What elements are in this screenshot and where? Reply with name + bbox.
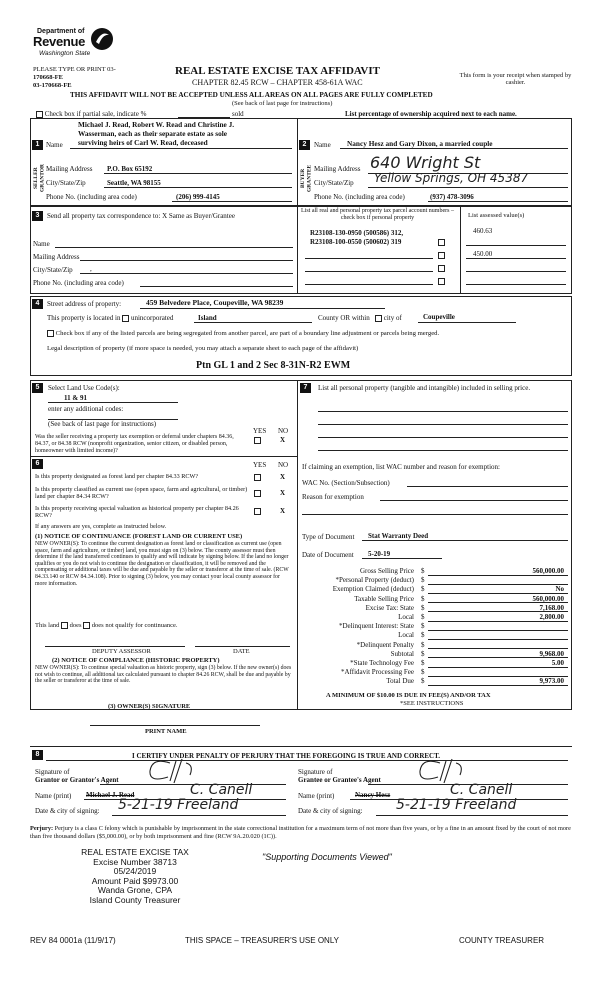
dollar-sign: $	[421, 649, 425, 658]
warning-line: THIS AFFIDAVIT WILL NOT BE ACCEPTED UNLESS ALL AREAS ON ALL PAGES ARE FULLY COMPLETED	[70, 91, 433, 99]
tax-row-value[interactable]: 7,168.00	[539, 603, 564, 612]
notice1-body: NEW OWNER(S): To continue the current designation as forest land or classification as current use (open space, farm and agriculture, or timber) land, you must sign on (3) below. The county assessor must then determine if the land transferred continues to qualify and will indicate by signing below. If the land no longer qualifies or you do not wish to continue the designation or classification, it will be removed and the compensating or additional taxes will be due and payable by the seller or transferor at the time of sale. (RCW 84.33.140 or RCW 84.34.108). Prior to signing (3) below, you may contact your local county assessor for more information.	[35, 541, 289, 587]
dollar-sign: $	[421, 576, 425, 585]
treasurer-stamp	[70, 848, 200, 905]
buyer-phone[interactable]: (937) 478-3096	[430, 193, 474, 201]
deputy-assessor: DEPUTY ASSESSOR	[92, 648, 151, 655]
dollar-sign: $	[421, 567, 425, 575]
s6-q1-yes-checkbox[interactable]	[254, 474, 261, 481]
additional-codes-label: enter any additional codes:	[48, 405, 124, 413]
buyer-name-label: Name	[314, 141, 331, 149]
section-5-marker: 5	[32, 383, 43, 393]
legal-description[interactable]: Ptn GL 1 and 2 Sec 8-31N-R2 EWM	[196, 360, 351, 371]
this-land-row	[35, 622, 178, 629]
notice1-title: (1) NOTICE OF CONTINUANCE (FOREST LAND OR CURRENT USE)	[35, 533, 243, 540]
land-use-label: Select Land Use Code(s):	[48, 384, 120, 392]
doc-number-2: 03-170668-FE	[33, 82, 72, 89]
tax-row-value[interactable]: 2,800.00	[539, 613, 564, 621]
tax-row-label: Excise Tax: State	[365, 603, 414, 612]
section-3-label: Send all property tax correspondence to: X Same as Buyer/Grantee	[47, 212, 235, 220]
treasurer-use-only: THIS SPACE – TREASURER'S USE ONLY	[185, 936, 340, 945]
seller-city-label: City/State/Zip	[46, 179, 86, 187]
receipt-note: This form is your receipt when stamped by cashier.	[459, 72, 572, 87]
city-of-label: city of	[383, 314, 402, 322]
assessed-1[interactable]: 460.63	[473, 227, 493, 235]
assessed-header: List assessed value(s)	[468, 212, 525, 219]
s3-name-label: Name	[33, 240, 50, 248]
form-number: REV 84 0001a (11/9/17)	[30, 936, 116, 945]
s6-if-yes: If any answers are yes, complete as instructed below.	[35, 523, 167, 530]
section-6-marker: 6	[32, 459, 43, 469]
unincorporated-label: unincorporated	[130, 314, 174, 322]
s5-q1: Was the seller receiving a property tax exemption or deferral under chapters 84.36, 84.37, or 84.38 RCW (nonprofit organization, senior citizen, or disabled person, homeowner with limited income)?	[35, 434, 234, 454]
doc-number-1: 170668-FE	[33, 74, 63, 81]
section-7-marker: 7	[300, 383, 311, 393]
deputy-date: DATE	[233, 648, 250, 655]
s5-yes: YES	[253, 427, 267, 435]
dollar-sign: $	[421, 640, 425, 649]
parcel-checkbox-2[interactable]	[438, 252, 445, 259]
tax-row-value[interactable]: No	[555, 585, 564, 594]
print-name-label: PRINT NAME	[145, 728, 187, 735]
section-1-marker: 1	[32, 140, 43, 150]
grantee-date-label: Date & city of signing:	[298, 807, 363, 815]
parcel-header: List all real and personal property tax parcel account numbers – check box if personal property	[301, 208, 454, 221]
buyer-name[interactable]: Nancy Hesz and Gary Dixon, a married couple	[347, 139, 493, 148]
doc-type-label: Type of Document	[302, 533, 355, 541]
tax-row-value[interactable]: 560,000.00	[532, 594, 564, 603]
perjury-label: Perjury:	[30, 825, 54, 832]
perjury-text: Perjury is a class C felony which is punishable by imprisonment in the state correctional institution for a maximum term of not more than five years, or by a fine in an amount fixed by the court of not more than five thousand dollars ($5,000.00), or by both imprisonment and fine (RCW 9A.20.020 (1C)).	[30, 825, 571, 840]
tax-row-label: Total Due	[386, 677, 414, 686]
dollar-sign: $	[421, 668, 425, 677]
tax-row-value[interactable]: 5.00	[551, 659, 564, 667]
s3-city-label: City/State/Zip	[33, 266, 73, 274]
buyer-mailing-handwritten[interactable]: 640 Wright St	[370, 153, 481, 172]
stamp-line1: REAL ESTATE EXCISE TAX	[81, 847, 189, 857]
s6-q3-no-x[interactable]: X	[280, 507, 286, 515]
section-4-marker: 4	[32, 299, 43, 309]
buyer-mailing-label: Mailing Address	[314, 165, 361, 173]
dept-line1: Department of	[37, 28, 85, 35]
dollar-sign: $	[421, 631, 425, 640]
tax-row-label: *Delinquent Interest: State	[338, 622, 414, 631]
grantee-sig-of: Signature of	[298, 768, 333, 776]
tax-row-label: *Delinquent Penalty	[356, 640, 414, 649]
s5-no: NO	[278, 427, 289, 435]
tax-row-label: Taxable Selling Price	[354, 594, 414, 603]
stamp-line3: 05/24/2019	[113, 866, 157, 877]
tax-row-value[interactable]: 9,973.00	[539, 677, 564, 686]
legal-label: Legal description of property (if more space is needed, you may attach a separate sheet to each page of the affidavit)	[47, 345, 359, 352]
city-of-value[interactable]: Coupeville	[423, 313, 455, 321]
section-3-marker: 3	[32, 211, 43, 221]
seller-phone[interactable]: (206) 999-4145	[176, 193, 220, 201]
s6-no: NO	[278, 461, 289, 469]
county-value[interactable]: Island	[198, 314, 217, 322]
seller-name-line3: surviving heirs of Carl W. Read, deceased	[78, 138, 208, 147]
buyer-city-handwritten[interactable]: Yellow Springs, OH 45387	[374, 171, 529, 185]
grantor-agent-label: Grantor or Grantor's Agent	[35, 776, 119, 784]
unincorporated-checkbox[interactable]	[122, 315, 129, 322]
seller-side-label: SELLER GRANTOR	[33, 164, 46, 193]
personal-property-label: List all personal property (tangible and intangible) included in selling price.	[318, 384, 531, 392]
s3-phone-label: Phone No. (including area code)	[33, 279, 124, 287]
notice2-title: (2) NOTICE OF COMPLIANCE (HISTORIC PROPERTY)	[52, 657, 220, 664]
minimum-note: A MINIMUM OF $10.00 IS DUE IN FEE(S) AND/OR TAX	[326, 692, 491, 699]
s3-mailing-label: Mailing Address	[33, 253, 80, 261]
dollar-sign: $	[421, 677, 425, 686]
s6-q2: Is this property classified as current use (open space, farm and agricultural, or timber) land per chapter 84.34 RCW?	[35, 486, 248, 501]
parcel-checkbox-3[interactable]	[438, 265, 445, 272]
section-2-marker: 2	[299, 140, 310, 150]
wac-label: WAC No. (Section/Subsection)	[302, 479, 390, 487]
dollar-sign: $	[421, 603, 425, 612]
parcel-1[interactable]: R23108-130-0950 (500586) 312,	[310, 229, 404, 237]
form-title: REAL ESTATE EXCISE TAX AFFIDAVIT	[175, 65, 380, 77]
tax-row-label: Local	[398, 613, 414, 621]
buyer-phone-label: Phone No. (including area code)	[314, 193, 405, 201]
grantee-date-handwritten[interactable]: 5-21-19 Freeland	[396, 797, 517, 813]
doc-date-label: Date of Document	[302, 551, 354, 559]
land-use-value[interactable]: 11 & 91	[64, 394, 87, 402]
located-label: This property is located in	[47, 314, 121, 322]
parcel-checkbox-1[interactable]	[438, 239, 445, 246]
parcel-checkbox-4[interactable]	[438, 278, 445, 285]
buyer-city-label: City/State/Zip	[314, 179, 354, 187]
buyer-side-label: BUYER GRANTEE	[300, 164, 313, 192]
tax-row-label: *State Technology Fee	[350, 659, 414, 667]
see-instructions: *SEE INSTRUCTIONS	[400, 700, 464, 707]
seller-city[interactable]: Seattle, WA 98155	[107, 179, 161, 187]
grantee-name-print-label: Name (print)	[298, 792, 335, 800]
tax-row-label: Exemption Claimed (deduct)	[332, 585, 414, 594]
s6-q3-yes-checkbox[interactable]	[254, 508, 261, 515]
supporting-docs-viewed: "Supporting Documents Viewed"	[262, 852, 392, 862]
form-subtitle: CHAPTER 82.45 RCW – CHAPTER 458-61A WAC	[192, 78, 363, 87]
s5-q1-yes-checkbox[interactable]	[254, 437, 261, 444]
dollar-sign: $	[421, 659, 425, 667]
grantor-date-handwritten[interactable]: 5-21-19 Freeland	[118, 797, 239, 813]
located-row	[47, 314, 173, 322]
type-or-print: PLEASE TYPE OR PRINT 03-	[33, 66, 116, 73]
does-checkbox[interactable]	[61, 622, 68, 629]
owner-signature-label: (3) OWNER(S) SIGNATURE	[108, 703, 191, 710]
does-label: does	[69, 622, 82, 629]
tax-row-label: Gross Selling Price	[359, 567, 414, 575]
seller-name-line2: Wasserman, each as their separate estate as sole	[78, 129, 228, 138]
seller-name-line1: Michael J. Read, Robert W. Read and Christine J.	[78, 120, 235, 129]
dept-line3: Washington State	[39, 50, 91, 57]
partial-sale-checkbox[interactable]	[36, 111, 43, 118]
segregated-checkbox[interactable]	[47, 330, 54, 337]
does-not-label: does not qualify for continuance.	[91, 622, 178, 629]
dollar-sign: $	[421, 613, 425, 621]
s6-q2-no-x[interactable]: X	[280, 489, 286, 497]
dollar-sign: $	[421, 594, 425, 603]
partial-list-pct: List percentage of ownership acquired next to each name.	[345, 110, 517, 118]
this-land-label: This land	[35, 622, 60, 629]
grantor-date-label: Date & city of signing:	[35, 807, 100, 815]
s5-see-back: (See back of last page for instructions)	[48, 420, 157, 428]
seller-mailing[interactable]: P.O. Box 65192	[107, 165, 153, 173]
grantor-sig-of: Signature of	[35, 768, 70, 776]
tax-row-label: *Affidavit Processing Fee	[341, 668, 414, 677]
section-8-marker: 8	[32, 750, 43, 760]
s5-q1-no-x[interactable]: X	[280, 436, 286, 444]
stamp-line2: Excise Number 38713	[93, 856, 177, 867]
assessed-2[interactable]: 450.00	[473, 250, 493, 258]
dollar-sign: $	[421, 622, 425, 631]
stamp-line4: Amount Paid $9973.00	[91, 875, 179, 886]
stamp-line6: Island County Treasurer	[89, 894, 181, 905]
dept-line2: Revenue	[33, 34, 86, 49]
seller-mailing-label: Mailing Address	[46, 165, 93, 173]
grantee-agent-label: Grantee or Grantee's Agent	[298, 776, 381, 784]
doc-date-value[interactable]: 5-20-19	[368, 550, 391, 558]
s3-city-value: ,	[90, 265, 92, 273]
grantor-signature-icon[interactable]	[140, 755, 200, 785]
stamp-line5: Wanda Grone, CPA	[97, 885, 173, 896]
certify-statement: I CERTIFY UNDER PENALTY OF PERJURY THAT THE FOREGOING IS TRUE AND CORRECT.	[132, 752, 441, 760]
doc-type-value[interactable]: Stat Warranty Deed	[368, 532, 429, 540]
dor-logo	[33, 26, 123, 66]
partial-sale-row	[36, 110, 146, 118]
s6-q1: Is this property designated as forest land per chapter 84.33 RCW?	[35, 473, 199, 480]
notice2-body: NEW OWNER(S): To continue special valuation as historic property, sign (3) below. If the new owner(s) does not wish to continue, all additional tax calculated pursuant to chapter 84.26 RCW, shall be due and payable by the seller or transferor at the time of sale.	[35, 665, 292, 685]
parcel-2[interactable]: R23108-100-0550 (500602) 319	[310, 238, 402, 246]
street-label: Street address of property:	[47, 300, 122, 308]
does-not-checkbox[interactable]	[83, 622, 90, 629]
reason-label: Reason for exemption	[302, 493, 364, 501]
s6-q3: Is this property receiving special valuation as historical property per chapter 84.26 RCW?	[35, 505, 239, 520]
grantee-name-struck: Nancy Hesz	[355, 791, 391, 799]
tax-row-label: Local	[398, 631, 414, 640]
tax-row-label: *Personal Property (deduct)	[335, 576, 414, 585]
grantee-signature-icon[interactable]	[410, 755, 470, 785]
county-label: County OR within	[318, 314, 370, 322]
partial-sold: sold	[232, 110, 244, 118]
see-back-header: (See back of last page for instructions)	[232, 100, 333, 107]
segregated-row	[47, 330, 439, 338]
partial-sale-label: Check box if partial sale, indicate %	[44, 110, 147, 118]
tax-row-label: Subtotal	[390, 649, 414, 658]
seller-phone-label: Phone No. (including area code)	[46, 193, 137, 201]
grantor-name-struck: Michael J. Read	[86, 791, 135, 799]
exemption-label: If claiming an exemption, list WAC number and reason for exemption:	[302, 463, 500, 471]
county-treasurer: COUNTY TREASURER	[459, 936, 545, 945]
s6-q1-no-x[interactable]: X	[280, 473, 286, 481]
tax-row-value[interactable]: 9,968.00	[539, 649, 564, 658]
dollar-sign: $	[421, 585, 425, 594]
s6-q2-yes-checkbox[interactable]	[254, 490, 261, 497]
city-of-checkbox[interactable]	[375, 315, 382, 322]
grantor-name-print-label: Name (print)	[35, 792, 72, 800]
s6-yes: YES	[253, 461, 267, 469]
perjury-block	[30, 825, 572, 841]
seller-name-label: Name	[46, 141, 63, 149]
grantor-name-handwritten[interactable]: C. Canell	[190, 782, 253, 798]
street-value[interactable]: 459 Belvedere Place, Coupeville, WA 98239	[146, 298, 284, 307]
segregated-label: Check box if any of the listed parcels are being segregated from another parcel, are part of a boundary line adjustment or parcels being merged.	[55, 330, 440, 338]
tax-row-value[interactable]: 560,000.00	[532, 567, 564, 575]
grantee-name-handwritten[interactable]: C. Canell	[450, 782, 513, 798]
revenue-swirl-icon	[89, 26, 115, 52]
